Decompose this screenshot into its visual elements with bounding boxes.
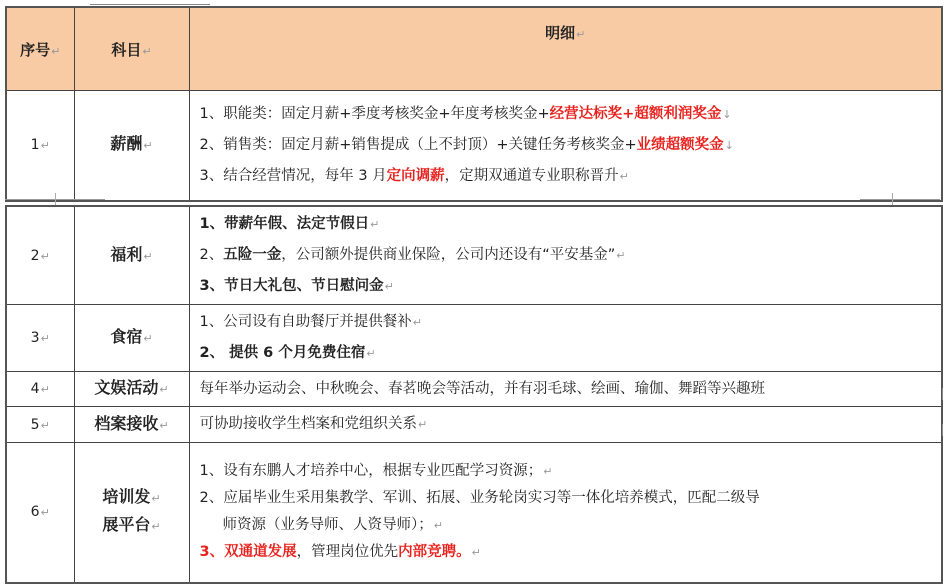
- row-subject: 档案接收↵: [74, 407, 189, 443]
- gap-tick: [892, 193, 893, 205]
- row-detail: [189, 91, 942, 201]
- detail-line: 1、设有东鹏人才培养中心，根据专业匹配学习资源；↵: [199, 463, 553, 480]
- table-row-recreation: [6, 372, 942, 407]
- header-no: 序号↵: [6, 7, 74, 91]
- detail-line: 1、职能类：固定月薪+季度考核奖金+年度考核奖金+经营达标奖+超额利润奖金↓: [199, 105, 732, 122]
- table-row-training: [6, 443, 942, 583]
- detail-line: 3、双通道发展，管理岗位优先内部竞聘。↵: [199, 544, 481, 561]
- gap-rule-right: [860, 199, 940, 200]
- detail-line: 3、节日大礼包、节日慰问金↵: [199, 278, 394, 294]
- detail-line: 每年举办运动会、中秋晚会、春茗晚会等活动，并有羽毛球、绘画、瑜伽、舞蹈等兴趣班: [199, 381, 765, 397]
- detail-line: 3、结合经营情况，每年 3 月定向调薪，定期双通道专业职称晋升↵: [199, 167, 629, 184]
- row-number: 4↵: [6, 372, 74, 407]
- detail-line: 师资源（业务导师、人资导师）；↵: [222, 517, 443, 534]
- header-row: [6, 7, 942, 91]
- table-row-salary: [6, 91, 942, 201]
- margin-fragment: [942, 388, 949, 400]
- row-subject: 福利↵: [74, 206, 189, 305]
- top-page-fragment: [90, 0, 210, 5]
- row-number: 2↵: [6, 206, 74, 305]
- benefits-table: [5, 205, 943, 584]
- detail-line: 1、带薪年假、法定节假日↵: [199, 216, 380, 232]
- row-detail: [189, 305, 942, 372]
- row-number: 1↵: [6, 91, 74, 201]
- row-number: 6↵: [6, 443, 74, 583]
- header-subject: 科目↵: [74, 7, 189, 91]
- row-subject: 培训发↵ 展平台↵: [74, 443, 189, 583]
- detail-line: 2、五险一金，公司额外提供商业保险，公司内还设有“平安基金”↵: [199, 247, 626, 263]
- row-detail: [189, 372, 942, 407]
- margin-fragment: [942, 424, 949, 436]
- row-subject: 食宿↵: [74, 305, 189, 372]
- detail-line: 1、公司设有自助餐厅并提供餐补↵: [199, 314, 422, 330]
- row-detail: [189, 407, 942, 443]
- detail-line: 2、 提供 6 个月免费住宿↵: [199, 345, 376, 361]
- table-row-welfare: [6, 206, 942, 305]
- row-detail: [189, 443, 942, 583]
- table-row-archive: [6, 407, 942, 443]
- table-row-lodging: [6, 305, 942, 372]
- row-subject: 薪酬↵: [74, 91, 189, 201]
- compensation-table: [5, 6, 943, 202]
- row-number: 5↵: [6, 407, 74, 443]
- detail-line: 2、应届毕业生采用集教学、军训、拓展、业务轮岗实习等一体化培养模式，匹配二级导: [199, 490, 760, 507]
- row-detail: [189, 206, 942, 305]
- page-break-gap: [0, 193, 951, 205]
- header-detail: 明细↵: [189, 7, 942, 91]
- row-number: 3↵: [6, 305, 74, 372]
- detail-line: 可协助接收学生档案和党组织关系↵: [199, 416, 428, 432]
- detail-line: 2、销售类：固定月薪+销售提成（上不封顶）+关键任务考核奖金+业绩超额奖金↓: [199, 136, 734, 153]
- row-subject: 文娱活动↵: [74, 372, 189, 407]
- gap-tick: [55, 193, 56, 205]
